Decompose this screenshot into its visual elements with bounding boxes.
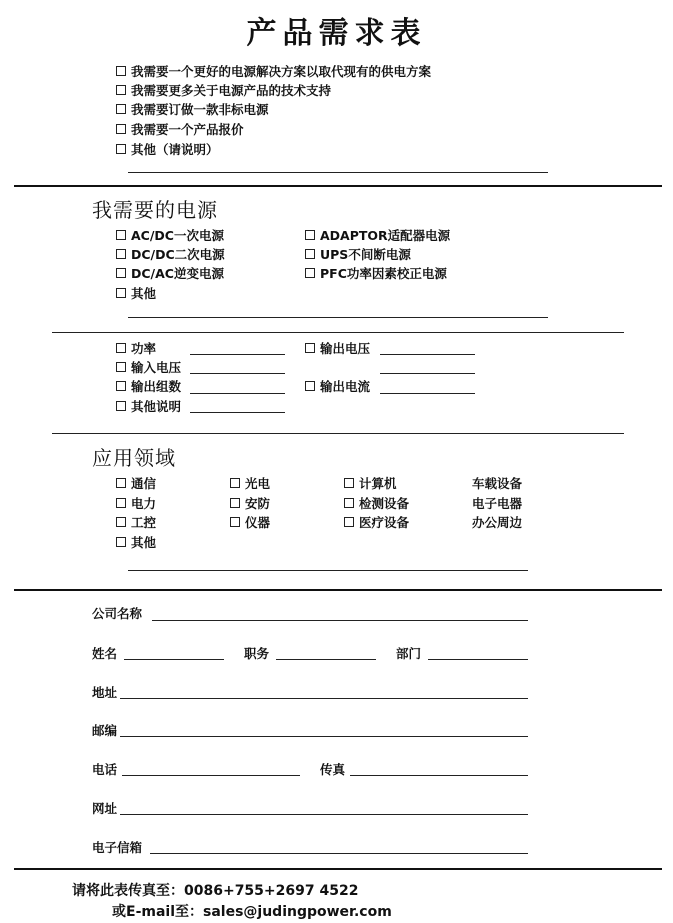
company-label: 公司名称 bbox=[92, 606, 143, 621]
divider bbox=[14, 589, 662, 591]
power-option[interactable] bbox=[116, 228, 224, 244]
checkbox[interactable] bbox=[116, 249, 126, 259]
app-option[interactable] bbox=[116, 515, 156, 531]
app-option[interactable] bbox=[116, 535, 156, 551]
checkbox[interactable] bbox=[344, 517, 354, 527]
spec-label: 其他说明 bbox=[131, 399, 182, 414]
power-label: DC/AC逆变电源 bbox=[131, 266, 224, 281]
website-field[interactable] bbox=[120, 814, 528, 815]
app-option-no-box[interactable]: 车载设备 bbox=[472, 476, 523, 491]
app-section-heading: 应用领域 bbox=[92, 446, 176, 470]
checkbox[interactable] bbox=[116, 362, 126, 372]
checkbox[interactable] bbox=[116, 381, 126, 391]
checkbox[interactable] bbox=[305, 343, 315, 353]
checkbox[interactable] bbox=[116, 537, 126, 547]
app-option[interactable] bbox=[116, 496, 156, 512]
spec-input-line[interactable] bbox=[190, 354, 285, 355]
email-field[interactable] bbox=[150, 853, 528, 854]
position-field[interactable] bbox=[276, 659, 376, 660]
app-label: 计算机 bbox=[359, 476, 397, 491]
checkbox[interactable] bbox=[116, 85, 126, 95]
checkbox[interactable] bbox=[116, 478, 126, 488]
checkbox[interactable] bbox=[305, 230, 315, 240]
spec-label: 输出组数 bbox=[131, 379, 182, 394]
spec-input-line[interactable] bbox=[190, 412, 285, 413]
app-label: 医疗设备 bbox=[359, 515, 410, 530]
footer-email: 或E-mail至：sales@judingpower.com bbox=[112, 904, 392, 920]
power-option[interactable] bbox=[305, 247, 411, 263]
app-label: 电力 bbox=[131, 496, 157, 511]
app-option[interactable] bbox=[344, 496, 409, 512]
address-field[interactable] bbox=[120, 698, 528, 699]
spec-option[interactable] bbox=[116, 399, 181, 415]
app-label: 其他 bbox=[131, 535, 157, 550]
postcode-field[interactable] bbox=[120, 736, 528, 737]
request-label: 我需要订做一款非标电源 bbox=[131, 102, 269, 117]
checkbox[interactable] bbox=[230, 478, 240, 488]
app-option[interactable] bbox=[230, 515, 270, 531]
checkbox[interactable] bbox=[116, 124, 126, 134]
power-option[interactable] bbox=[305, 228, 450, 244]
request-other-line[interactable] bbox=[128, 172, 548, 173]
power-other-line[interactable] bbox=[128, 317, 548, 318]
website-label: 网址 bbox=[92, 801, 118, 816]
power-label: AC/DC一次电源 bbox=[131, 228, 224, 243]
app-option[interactable] bbox=[230, 476, 270, 492]
phone-field[interactable] bbox=[122, 775, 300, 776]
phone-label: 电话 bbox=[92, 762, 118, 777]
footer-fax: 请将此表传真至：0086+755+2697 4522 bbox=[72, 883, 359, 899]
postcode-label: 邮编 bbox=[92, 723, 118, 738]
app-option-no-box[interactable]: 办公周边 bbox=[472, 515, 523, 530]
app-label: 检测设备 bbox=[359, 496, 410, 511]
checkbox[interactable] bbox=[305, 381, 315, 391]
department-label: 部门 bbox=[396, 646, 422, 661]
divider bbox=[14, 185, 662, 187]
request-label: 我需要一个更好的电源解决方案以取代现有的供电方案 bbox=[131, 64, 432, 79]
request-label: 其他（请说明） bbox=[131, 142, 219, 157]
spec-label: 输出电压 bbox=[320, 341, 371, 356]
divider bbox=[14, 868, 662, 870]
app-option[interactable] bbox=[344, 515, 409, 531]
power-section-heading: 我需要的电源 bbox=[92, 198, 218, 222]
name-field[interactable] bbox=[124, 659, 224, 660]
spec-label: 功率 bbox=[131, 341, 157, 356]
checkbox[interactable] bbox=[116, 104, 126, 114]
checkbox[interactable] bbox=[305, 268, 315, 278]
request-option-5[interactable] bbox=[116, 142, 219, 158]
spec-input-line[interactable] bbox=[380, 354, 475, 355]
app-label: 安防 bbox=[245, 496, 271, 511]
request-option-1[interactable] bbox=[116, 64, 431, 80]
power-label: PFC功率因素校正电源 bbox=[320, 266, 447, 281]
spec-label: 输入电压 bbox=[131, 360, 182, 375]
spec-input-line[interactable] bbox=[380, 373, 475, 374]
app-label: 通信 bbox=[131, 476, 157, 491]
power-label: ADAPTOR适配器电源 bbox=[320, 228, 451, 243]
request-option-2[interactable] bbox=[116, 83, 331, 99]
spec-option[interactable] bbox=[116, 341, 156, 357]
app-label: 工控 bbox=[131, 515, 157, 530]
checkbox[interactable] bbox=[344, 498, 354, 508]
request-label: 我需要一个产品报价 bbox=[131, 122, 244, 137]
checkbox[interactable] bbox=[116, 288, 126, 298]
spec-input-line[interactable] bbox=[190, 373, 285, 374]
app-option[interactable] bbox=[230, 496, 270, 512]
divider bbox=[52, 433, 624, 434]
spec-option[interactable] bbox=[305, 341, 370, 357]
department-field[interactable] bbox=[428, 659, 528, 660]
fax-label: 传真 bbox=[320, 762, 346, 777]
checkbox[interactable] bbox=[116, 401, 126, 411]
checkbox[interactable] bbox=[116, 268, 126, 278]
divider bbox=[52, 332, 624, 333]
checkbox[interactable] bbox=[305, 249, 315, 259]
email-label: 电子信箱 bbox=[92, 840, 143, 855]
power-option[interactable] bbox=[116, 247, 225, 263]
app-other-line[interactable] bbox=[128, 570, 528, 571]
company-field[interactable] bbox=[152, 620, 528, 621]
spec-label: 输出电流 bbox=[320, 379, 371, 394]
request-option-4[interactable] bbox=[116, 122, 244, 138]
spec-option[interactable] bbox=[116, 360, 181, 376]
checkbox[interactable] bbox=[116, 498, 126, 508]
name-label: 姓名 bbox=[92, 646, 118, 661]
checkbox[interactable] bbox=[116, 343, 126, 353]
request-label: 我需要更多关于电源产品的技术支持 bbox=[131, 83, 332, 98]
spec-input-line[interactable] bbox=[190, 393, 285, 394]
power-label: 其他 bbox=[131, 286, 157, 301]
position-label: 职务 bbox=[244, 646, 270, 661]
spec-option[interactable] bbox=[116, 379, 181, 395]
power-label: UPS不间断电源 bbox=[320, 247, 411, 262]
app-option-no-box[interactable]: 电子电器 bbox=[472, 496, 523, 511]
power-option[interactable] bbox=[116, 266, 224, 282]
power-option[interactable] bbox=[305, 266, 447, 282]
request-option-3[interactable] bbox=[116, 102, 269, 118]
checkbox[interactable] bbox=[116, 230, 126, 240]
checkbox[interactable] bbox=[344, 478, 354, 488]
checkbox[interactable] bbox=[230, 498, 240, 508]
address-label: 地址 bbox=[92, 685, 118, 700]
power-option[interactable] bbox=[116, 286, 156, 302]
app-option[interactable] bbox=[116, 476, 156, 492]
app-label: 仪器 bbox=[245, 515, 271, 530]
spec-option[interactable] bbox=[305, 379, 370, 395]
checkbox[interactable] bbox=[230, 517, 240, 527]
checkbox[interactable] bbox=[116, 66, 126, 76]
checkbox[interactable] bbox=[116, 517, 126, 527]
page-title: 产品需求表 bbox=[246, 16, 427, 51]
app-option[interactable] bbox=[344, 476, 397, 492]
fax-field[interactable] bbox=[350, 775, 528, 776]
spec-input-line[interactable] bbox=[380, 393, 475, 394]
app-label: 光电 bbox=[245, 476, 271, 491]
checkbox[interactable] bbox=[116, 144, 126, 154]
power-label: DC/DC二次电源 bbox=[131, 247, 225, 262]
